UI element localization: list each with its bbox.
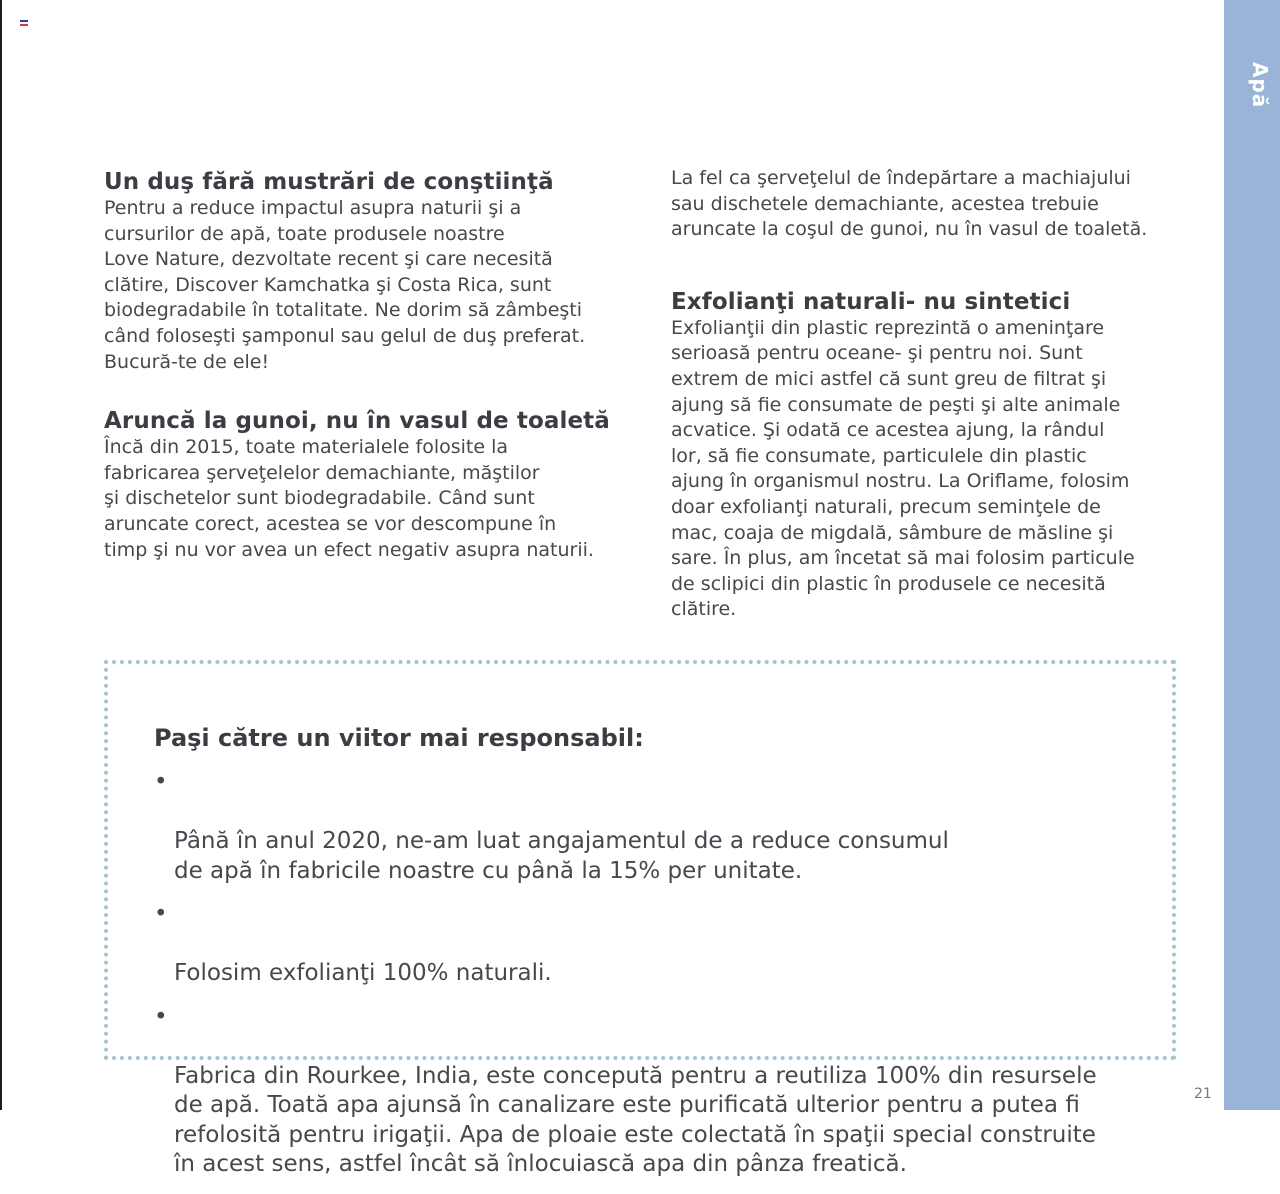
bullet-list xyxy=(154,768,1164,1194)
section-body: Încă din 2015, toate materialele folosite la fabricarea şerveţelelor demachiante, măştilor şi dischetelor sunt biodegradabile. Când sunt aruncate corect, acestea se vor descompune în timp şi nu vor avea un efect negativ asupra naturii. xyxy=(104,436,594,561)
list-item xyxy=(154,900,1164,989)
side-tab-label: Apă xyxy=(1248,62,1272,109)
section-heading: Exfolianţi naturali- nu sintetici xyxy=(671,288,1071,315)
intro-paragraph: La fel ca şerveţelul de îndepărtare a machiajului sau dischetele demachiante, acestea trebuie aruncate la coşul de gunoi, nu în vasul de toaletă. xyxy=(671,167,1148,241)
bullet-icon: • xyxy=(154,769,168,795)
page-edge-line xyxy=(0,0,2,1110)
flag-icon xyxy=(20,20,28,26)
right-column xyxy=(671,166,1201,623)
left-column xyxy=(104,168,644,563)
page-number: 21 xyxy=(1194,1086,1212,1102)
section-body: Exfolianţii din plastic reprezintă o ameninţare serioasă pentru oceane- şi pentru noi. Sunt extrem de mici astfel că sunt greu de filtrat şi ajung să fie consumate de peşti şi alte animale acvatice. Şi odată ce acestea ajung, la rândul lor, să fie consumate, particulele din plastic ajung în organismul nostru. La Oriflame, folosim doar exfolianţi naturali, precum seminţele de mac, coaja de migdală, sâmbure de măsline şi sare. În plus, am încetat să mai folosim particule de sclipici din plastic în produsele ce necesită clătire. xyxy=(671,316,1135,621)
info-box xyxy=(104,660,1176,1177)
info-box-title: Paşi către un viitor mai responsabil: xyxy=(154,724,644,752)
list-item-text: Până în anul 2020, ne-am luat angajamentul de a reduce consumul de apă în fabricile noastre cu până la 15% per unitate. xyxy=(174,828,949,884)
bullet-icon: • xyxy=(154,901,168,927)
list-item-text: Fabrica din Rourkee, India, este concepută pentru a reutiliza 100% din resursele de apă. Toată apa ajunsă în canalizare este purificată ulterior pentru a putea fi refolosită pentru irigaţii. Apa de ploaie este colectată în spaţii special construite în acest sens, astfel încât să înlocuiască apa din pânza freatică. xyxy=(174,1062,1097,1177)
side-tab xyxy=(1224,0,1280,1110)
bullet-icon: • xyxy=(154,1003,168,1030)
list-item xyxy=(154,1003,1164,1180)
section-heading: Un duş fără mustrări de conştiinţă xyxy=(104,169,554,195)
section-body: Pentru a reduce impactul asupra naturii şi a cursurilor de apă, toate produsele noastre Love Nature, dezvoltate recent şi care necesită clătire, Discover Kamchatka şi Costa Rica, sunt biodegradabile în totalitate. Ne dorim să zâmbeşti când foloseşti şamponul sau gelul de duş preferat. Bucură-te de ele! xyxy=(104,197,586,373)
list-item xyxy=(154,768,1164,886)
list-item-text: Folosim exfolianţi 100% naturali. xyxy=(174,960,552,986)
section-heading: Aruncă la gunoi, nu în vasul de toaletă xyxy=(104,408,610,435)
